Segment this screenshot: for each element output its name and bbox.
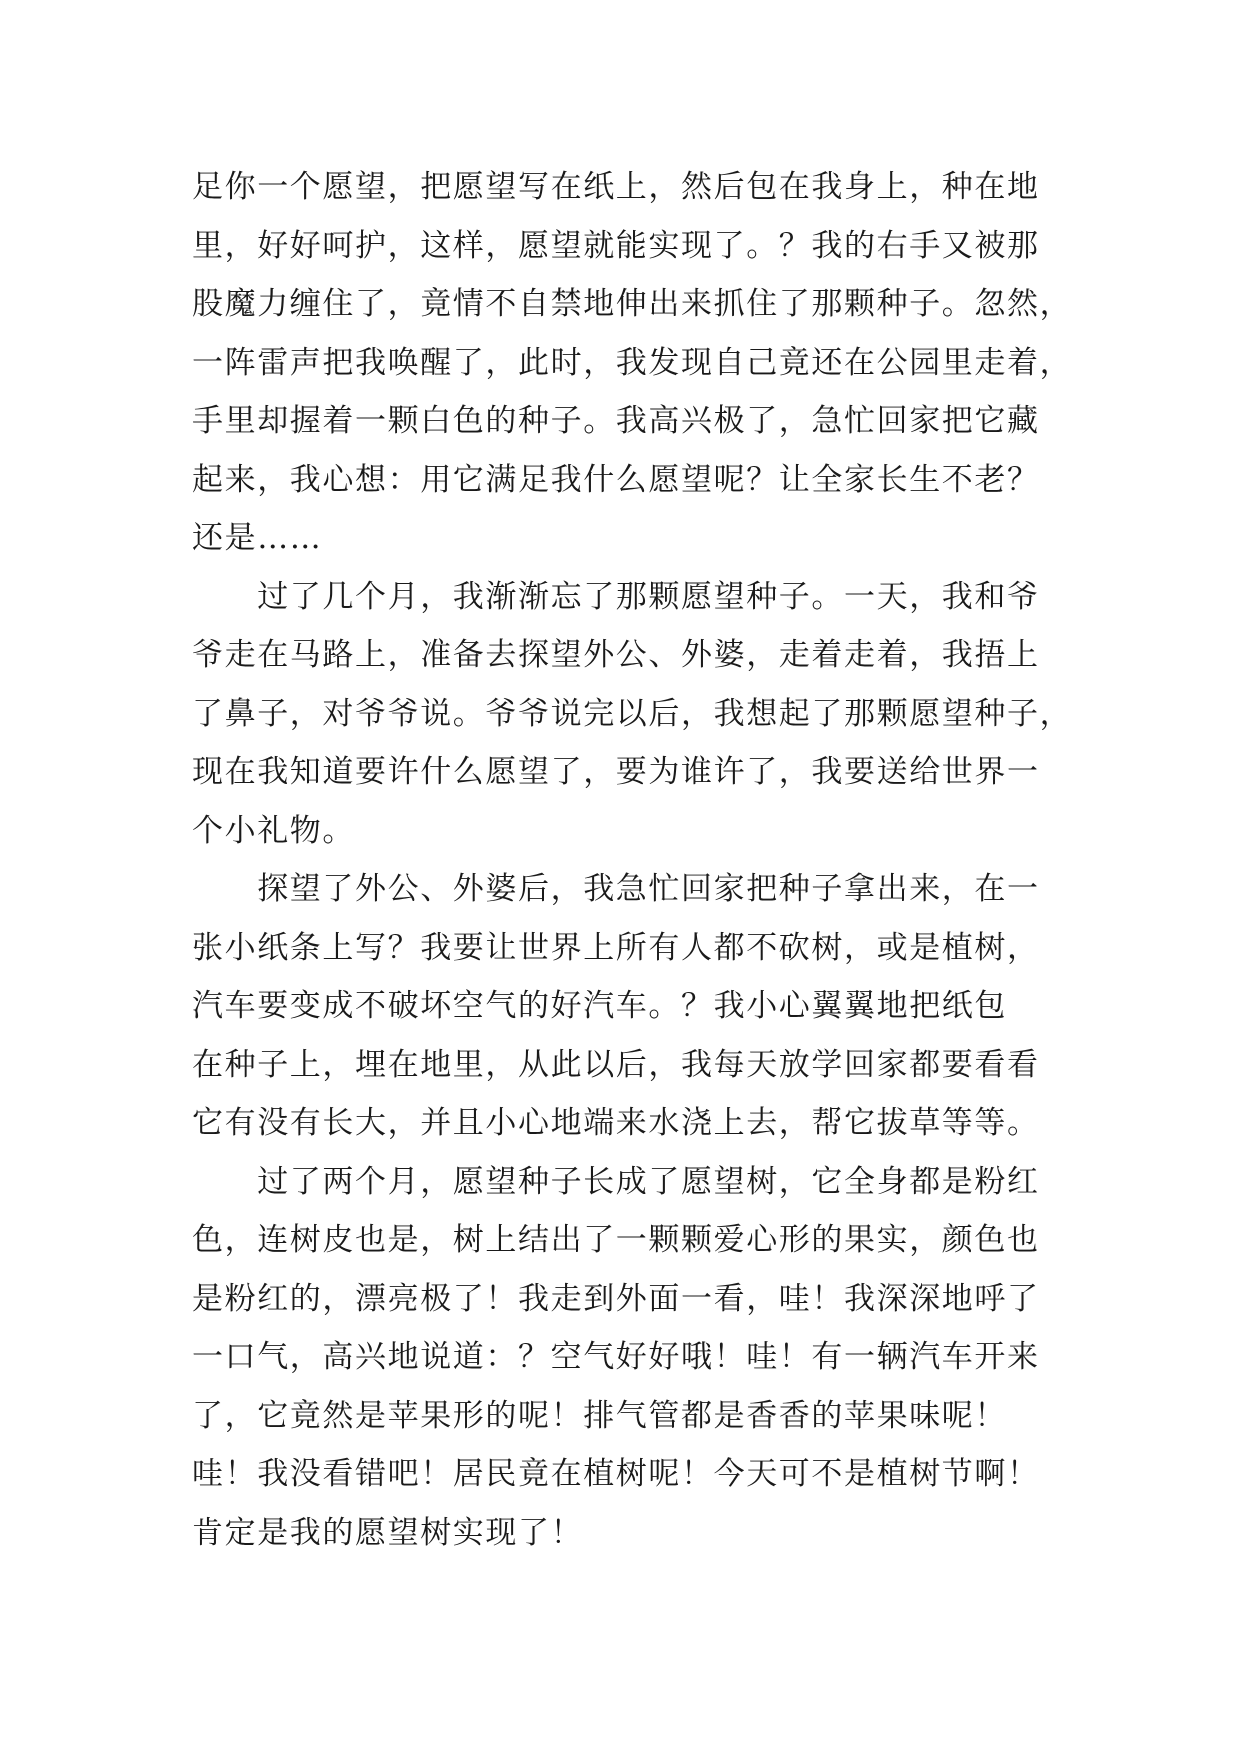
paragraph-start-line: 过了两个月，愿望种子长成了愿望树，它全身都是粉红 (192, 1163, 1040, 1200)
text-line: 是粉红的，漂亮极了！我走到外面一看，哇！我深深地呼了 (192, 1280, 1040, 1317)
text-line: 足你一个愿望，把愿望写在纸上，然后包在我身上，种在地 (192, 169, 1040, 205)
text-line: 张小纸条上写？我要让世界上所有人都不砍树，或是植树， (192, 929, 1040, 966)
text-line: 哇！我没看错吧！居民竟在植树呢！今天可不是植树节啊！ (192, 1456, 1040, 1492)
text-line: 手里却握着一颗白色的种子。我高兴极了，急忙回家把它藏 (192, 403, 1040, 439)
body-text (192, 158, 1072, 1562)
text-line: 现在我知道要许什么愿望了，要为谁许了，我要送给世界一 (192, 754, 1040, 790)
text-line: 起来，我心想：用它满足我什么愿望呢？让全家长生不老？ (192, 461, 1040, 498)
text-line: 了，它竟然是苹果形的呢！排气管都是香香的苹果味呢！ (192, 1397, 1007, 1434)
text-line: 一口气，高兴地说道：？空气好好哦！哇！有一辆汽车开来 (192, 1339, 1040, 1375)
text-line: 个小礼物。 (192, 812, 355, 849)
text-line: 色，连树皮也是，树上结出了一颗颗爱心形的果实，颜色也 (192, 1222, 1040, 1258)
text-line: 里，好好呵护，这样，愿望就能实现了。？我的右手又被那 (192, 227, 1040, 264)
text-line: 了鼻子，对爷爷说。爷爷说完以后，我想起了那颗愿望种子， (192, 695, 1073, 732)
text-line: 股魔力缠住了，竟情不自禁地伸出来抓住了那颗种子。忽然， (192, 286, 1073, 322)
text-line: 在种子上，埋在地里，从此以后，我每天放学回家都要看看 (192, 1046, 1040, 1083)
text-line: 肯定是我的愿望树实现了！ (192, 1514, 584, 1551)
paragraph-start-line: 探望了外公、外婆后，我急忙回家把种子拿出来，在一 (192, 871, 1040, 907)
paragraph-start-line: 过了几个月，我渐渐忘了那颗愿望种子。一天，我和爷 (192, 578, 1040, 615)
text-line: 还是…… (192, 520, 323, 556)
text-line: 汽车要变成不破坏空气的好汽车。？我小心翼翼地把纸包 (192, 988, 1007, 1024)
text-line: 一阵雷声把我唤醒了，此时，我发现自己竟还在公园里走着， (192, 344, 1073, 381)
text-line: 爷走在马路上，准备去探望外公、外婆，走着走着，我捂上 (192, 637, 1040, 673)
text-line: 它有没有长大，并且小心地端来水浇上去，帮它拔草等等。 (192, 1105, 1040, 1141)
